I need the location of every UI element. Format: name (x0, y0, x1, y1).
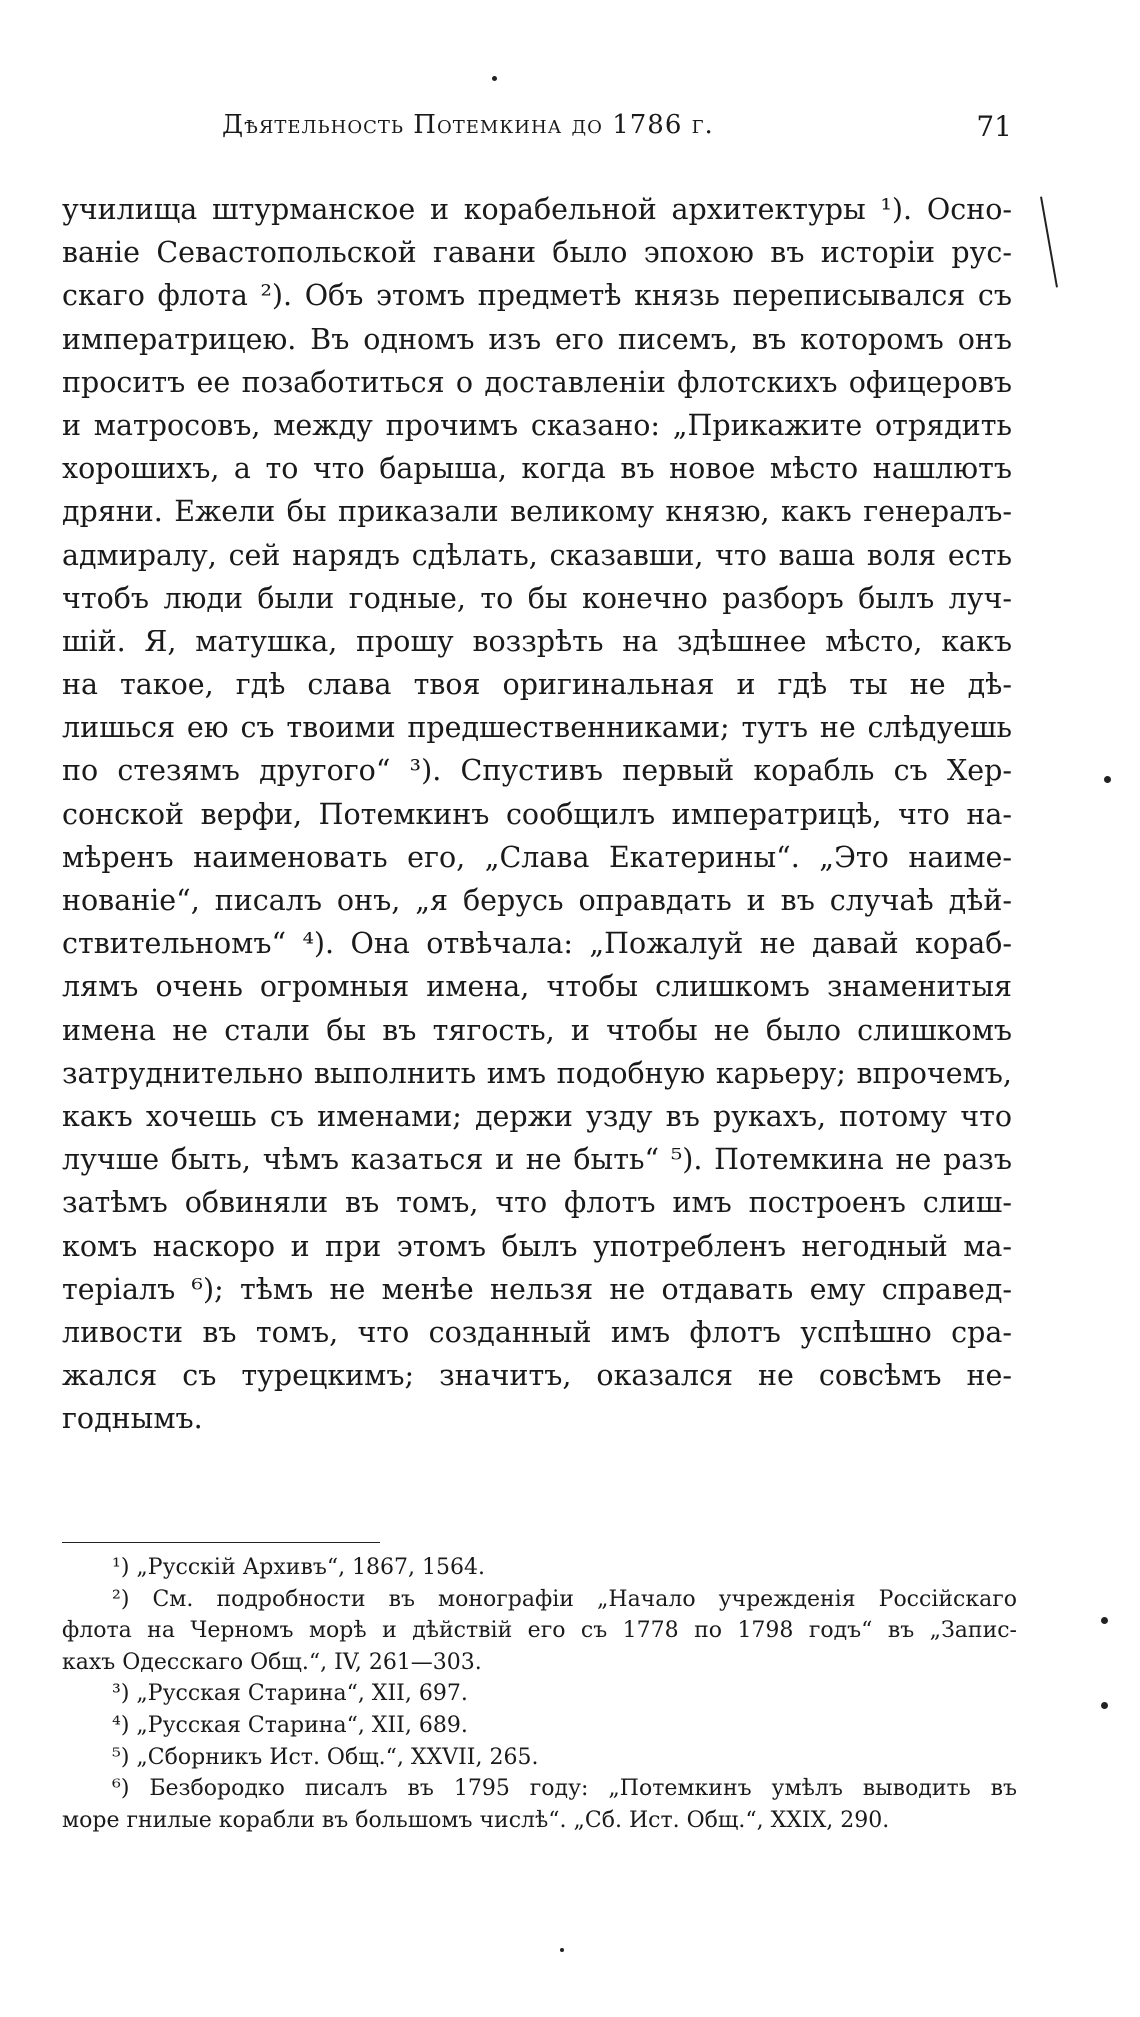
footnote-line: ¹) „Русскій Архивъ“, 1867, 1564. (112, 1555, 486, 1580)
page-header (62, 110, 1012, 150)
footnote-line: ³) „Русская Старина“, XII, 697. (112, 1681, 468, 1707)
body-line: дряни. Ежели бы приказали великому князю, какъ генералъ- (62, 495, 1012, 529)
footnote-line: флота на Черномъ морѣ и дѣйствій его съ 1778 по 1798 годъ“ въ „Запис- (62, 1618, 1017, 1644)
body-line: ствительномъ“ ⁴). Она отвѣчала: „Пожалуй не давай кораб- (62, 927, 1012, 961)
body-line: сонской верфи, Потемкинъ сообщилъ императрицѣ, что на- (62, 797, 1012, 831)
body-line: нованіе“, писалъ онъ, „я берусь оправдать и въ случаѣ дѣй- (62, 884, 1012, 917)
body-line: на такое, гдѣ слава твоя оригинальная и гдѣ ты не дѣ- (62, 668, 1012, 702)
margin-line-mark (1040, 197, 1058, 288)
footnote-line: ⁵) „Сборникъ Ист. Общ.“, XXVII, 265. (112, 1744, 539, 1770)
footnote-line: море гнилые корабли въ большомъ числѣ“. „Сб. Ист. Общ.“, XXIX, 290. (62, 1807, 890, 1833)
footnote-line: ²) См. подробности въ монографіи „Начало учрежденія Россійскаго (112, 1586, 1017, 1612)
body-text (62, 188, 1012, 1440)
body-line: и матросовъ, между прочимъ сказано: „Прикажите отрядить (62, 408, 1012, 442)
body-line: лишься ею съ твоими предшественниками; тутъ не слѣдуешь (62, 711, 1012, 745)
footnote-line: ⁴) „Русская Старина“, XII, 689. (112, 1712, 468, 1738)
page-number: 71 (976, 110, 1012, 143)
body-line: скаго флота ²). Объ этомъ предметѣ князь переписывался съ (62, 279, 1012, 313)
body-line: теріалъ ⁶); тѣмъ не менѣе нельзя не отдавать ему справед- (62, 1272, 1012, 1306)
body-line: затруднительно выполнить имъ подобную карьеру; впрочемъ, (62, 1056, 1012, 1090)
body-line: затѣмъ обвиняли въ томъ, что флотъ имъ построенъ слиш- (62, 1186, 1012, 1220)
print-speck (1104, 776, 1111, 783)
body-line: адмиралу, сей нарядъ сдѣлать, сказавши, что ваша воля есть (62, 538, 1012, 572)
running-head: Дѣятельность Потемкина до 1786 г. (222, 110, 714, 140)
body-line: имена не стали бы въ тягость, и чтобы не было слишкомъ (62, 1013, 1012, 1047)
body-line: ливости въ томъ, что созданный имъ флотъ успѣшно сра- (62, 1315, 1012, 1349)
footnote-divider (62, 1542, 380, 1543)
body-line: жался съ турецкимъ; значитъ, оказался не совсѣмъ не- (62, 1359, 1012, 1393)
body-line: комъ наскоро и при этомъ былъ употребленъ негодный ма- (62, 1229, 1012, 1263)
print-speck (560, 1948, 564, 1952)
print-speck (492, 76, 497, 81)
body-line: по стезямъ другого“ ³). Спустивъ первый корабль съ Хер- (62, 754, 1012, 788)
body-line: чтобъ люди были годные, то бы конечно разборъ былъ луч- (62, 581, 1012, 615)
body-line: проситъ ее позаботиться о доставленіи флотскихъ офицеровъ (62, 365, 1012, 399)
body-line: лучше быть, чѣмъ казаться и не быть“ ⁵). Потемкина не разъ (62, 1143, 1012, 1177)
footnote-line: ⁶) Безбородко писалъ въ 1795 году: „Потемкинъ умѣлъ выводить въ (112, 1776, 1017, 1802)
print-speck (1101, 1617, 1108, 1624)
body-line: лямъ очень огромныя имена, чтобы слишкомъ знаменитыя (62, 970, 1012, 1004)
body-line: училища штурманское и корабельной архитектуры ¹). Осно- (62, 193, 1012, 226)
body-line: императрицею. Въ одномъ изъ его писемъ, въ которомъ онъ (62, 322, 1012, 356)
print-speck (1101, 1702, 1108, 1709)
footnotes (62, 1552, 1017, 1836)
body-line: хорошихъ, а то что барыша, когда въ новое мѣсто нашлютъ (62, 452, 1012, 486)
body-line: какъ хочешь съ именами; держи узду въ рукахъ, потому что (62, 1099, 1012, 1133)
body-line: годнымъ. (62, 1402, 203, 1436)
body-line: шій. Я, матушка, прошу воззрѣть на здѣшнее мѣсто, какъ (62, 624, 1012, 658)
body-line: ваніе Севастопольской гавани было эпохою въ исторіи рус- (62, 236, 1012, 270)
footnote-line: кахъ Одесскаго Общ.“, IV, 261—303. (62, 1649, 482, 1675)
body-line: мѣренъ наименовать его, „Слава Екатерины“. „Это наиме- (62, 840, 1012, 874)
